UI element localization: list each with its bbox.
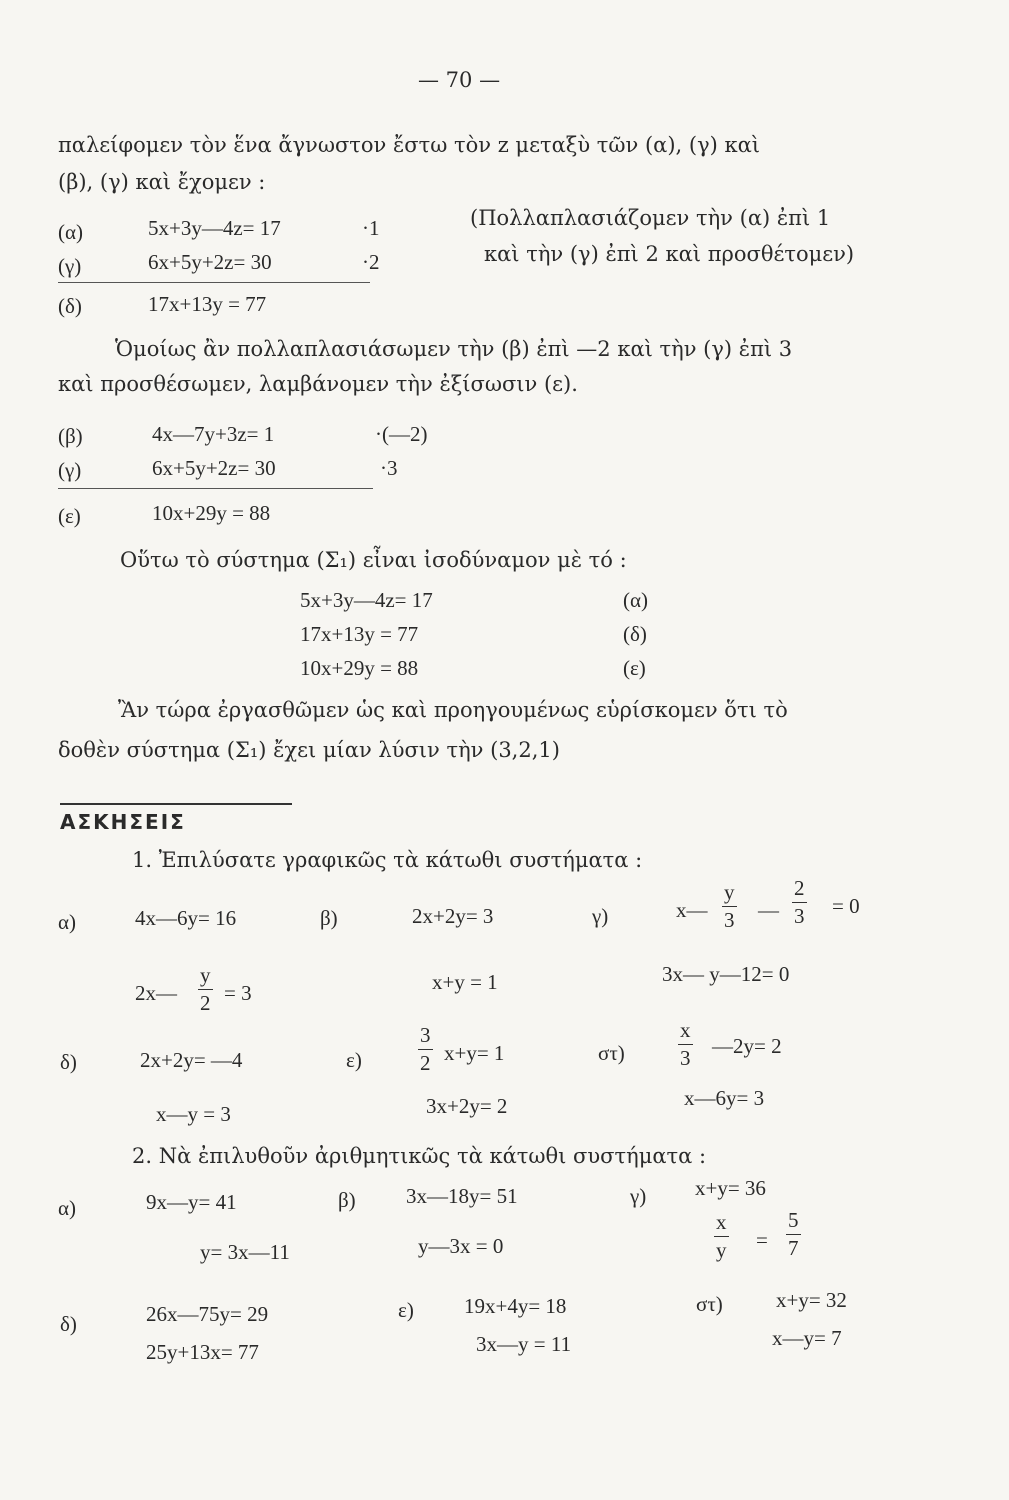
equation-delta: 17x+13y = 77 (148, 292, 267, 316)
ex1-f-num: x (680, 1018, 691, 1042)
equation-epsilon: 10x+29y = 88 (152, 501, 271, 525)
ex2-b-eq2: y—3x = 0 (418, 1234, 504, 1258)
intro-line-2: (β), (γ) καὶ ἔχομεν : (58, 170, 266, 194)
ex2-f-eq1: x+y= 32 (776, 1288, 847, 1312)
multiplier-beta: ·(—2) (375, 422, 428, 446)
para2-line-1: Ὁμοίως ἂν πολλαπλασιάσωμεν τὴν (β) ἐπὶ —2 καὶ τὴν (γ) ἐπὶ 3 (115, 337, 793, 361)
label-delta: (δ) (58, 294, 82, 318)
system-label-2: (δ) (623, 622, 647, 646)
ex1-a-fraction (198, 965, 213, 1014)
ex2-c-fraction-2 (786, 1210, 801, 1259)
label-epsilon: (ε) (58, 504, 81, 528)
ex1-a-eq2-pre: 2x— (135, 981, 177, 1005)
equation-gamma-2: 6x+5y+2z= 30 (152, 456, 276, 480)
equation-beta: 4x—7y+3z= 1 (152, 422, 275, 446)
ex2-c-eq1: x+y= 36 (695, 1176, 766, 1200)
ex1-a-den: 2 (200, 991, 211, 1015)
ex1-c-den1: 3 (724, 908, 735, 932)
ex2-c-num1: x (716, 1210, 727, 1234)
ex1-d-eq1: 2x+2y= —4 (140, 1048, 243, 1072)
system-eq-3: 10x+29y = 88 (300, 656, 419, 680)
ex1-c-eq2: 3x— y—12= 0 (662, 962, 790, 986)
ex1-e-num: 3 (420, 1023, 431, 1047)
ex2-label-f: στ) (696, 1292, 723, 1316)
ex2-a-eq1: 9x—y= 41 (146, 1190, 237, 1214)
ex2-label-a: α) (58, 1196, 76, 1220)
exercise-2-title: 2. Νὰ ἐπιλυθοῦν ἀριθμητικῶς τὰ κάτωθι συστήματα : (132, 1144, 707, 1168)
para4-line-2: δοθὲν σύστημα (Σ₁) ἔχει μίαν λύσιν τὴν (3,2,1) (58, 738, 560, 762)
multiplier-gamma-2: ·3 (380, 456, 398, 480)
ex1-f-fraction (678, 1020, 693, 1069)
equation-gamma: 6x+5y+2z= 30 (148, 250, 272, 274)
ex2-c-num2: 5 (788, 1208, 799, 1232)
ex1-c-den2: 3 (794, 904, 805, 928)
ex2-label-c: γ) (630, 1184, 647, 1208)
exercise-1-title: 1. Ἐπιλύσατε γραφικῶς τὰ κάτωθι συστήματα : (132, 848, 643, 872)
ex1-label-d: δ) (60, 1050, 77, 1074)
ex1-c-num1: y (724, 880, 735, 904)
label-gamma-2: (γ) (58, 458, 82, 482)
ex1-b-eq2: x+y = 1 (432, 970, 498, 994)
heading-overline (60, 803, 292, 805)
ex1-e-fraction (418, 1025, 433, 1074)
ex1-label-e: ε) (346, 1048, 362, 1072)
label-alpha: (α) (58, 220, 83, 244)
ex2-c-den1: y (716, 1238, 727, 1262)
ex1-label-c: γ) (592, 904, 609, 928)
ex1-a-eq2-post: = 3 (224, 981, 252, 1005)
para2-line-2: καὶ προσθέσωμεν, λαμβάνομεν τὴν ἐξίσωσιν (ε). (58, 372, 578, 396)
intro-line-1: παλείφομεν τὸν ἕνα ἄγνωστον ἔστω τὸν z μεταξὺ τῶν (α), (γ) καὶ (58, 133, 761, 157)
ex1-c-eq1-post: = 0 (832, 894, 860, 918)
note-line-2: καὶ τὴν (γ) ἐπὶ 2 καὶ προσθέτομεν) (484, 242, 855, 266)
ex2-b-eq1: 3x—18y= 51 (406, 1184, 518, 1208)
ex1-c-num2: 2 (794, 876, 805, 900)
label-gamma: (γ) (58, 254, 82, 278)
ex2-e-eq1: 19x+4y= 18 (464, 1294, 567, 1318)
page-number: — 70 — (418, 68, 501, 92)
ex2-e-eq2: 3x—y = 11 (476, 1332, 572, 1356)
para4-line-1: Ἂν τώρα ἐργασθῶμεν ὡς καὶ προηγουμένως εὑρίσκομεν ὅτι τὸ (118, 698, 788, 722)
ex1-a-eq1: 4x—6y= 16 (135, 906, 237, 930)
exercises-heading: ΑΣΚΗΣΕΙΣ (60, 810, 186, 834)
ex2-d-eq2: 25y+13x= 77 (146, 1340, 259, 1364)
ex2-label-b: β) (338, 1188, 356, 1212)
ex1-c-fraction-1 (722, 882, 737, 931)
ex1-c-eq1-pre: x— (676, 898, 708, 922)
multiplier-gamma: ·2 (362, 250, 380, 274)
ex1-f-den: 3 (680, 1046, 691, 1070)
ex1-f-eq2: x—6y= 3 (684, 1086, 765, 1110)
multiplier-alpha: ·1 (362, 216, 380, 240)
system-eq-1: 5x+3y—4z= 17 (300, 588, 433, 612)
ex2-label-d: δ) (60, 1312, 77, 1336)
ex1-label-a: α) (58, 910, 76, 934)
system-label-1: (α) (623, 588, 648, 612)
ex1-a-num: y (200, 963, 211, 987)
ex1-b-eq1: 2x+2y= 3 (412, 904, 494, 928)
system-label-3: (ε) (623, 656, 646, 680)
ex2-c-den2: 7 (788, 1236, 799, 1260)
sum-line-1 (58, 282, 370, 283)
ex1-f-eq1-post: —2y= 2 (712, 1034, 782, 1058)
ex1-label-f: στ) (598, 1041, 625, 1065)
ex2-c-equals: = (756, 1228, 768, 1252)
sum-line-2 (58, 488, 373, 489)
label-beta: (β) (58, 424, 83, 448)
ex2-c-fraction-1 (714, 1212, 729, 1261)
ex2-label-e: ε) (398, 1298, 414, 1322)
ex1-e-eq2: 3x+2y= 2 (426, 1094, 508, 1118)
equation-alpha: 5x+3y—4z= 17 (148, 216, 281, 240)
ex1-d-eq2: x—y = 3 (156, 1102, 231, 1126)
ex1-e-eq1-post: x+y= 1 (444, 1041, 505, 1065)
ex1-e-den: 2 (420, 1051, 431, 1075)
note-line-1: (Πολλαπλασιάζομεν τὴν (α) ἐπὶ 1 (470, 206, 831, 230)
ex2-a-eq2: y= 3x—11 (200, 1240, 290, 1264)
ex1-label-b: β) (320, 906, 338, 930)
ex1-c-fraction-2 (792, 878, 807, 927)
ex2-d-eq1: 26x—75y= 29 (146, 1302, 269, 1326)
para3: Οὕτω τὸ σύστημα (Σ₁) εἶναι ἰσοδύναμον μὲ τό : (120, 548, 627, 572)
system-eq-2: 17x+13y = 77 (300, 622, 419, 646)
ex2-f-eq2: x—y= 7 (772, 1326, 842, 1350)
ex1-c-eq1-mid: — (758, 898, 779, 922)
